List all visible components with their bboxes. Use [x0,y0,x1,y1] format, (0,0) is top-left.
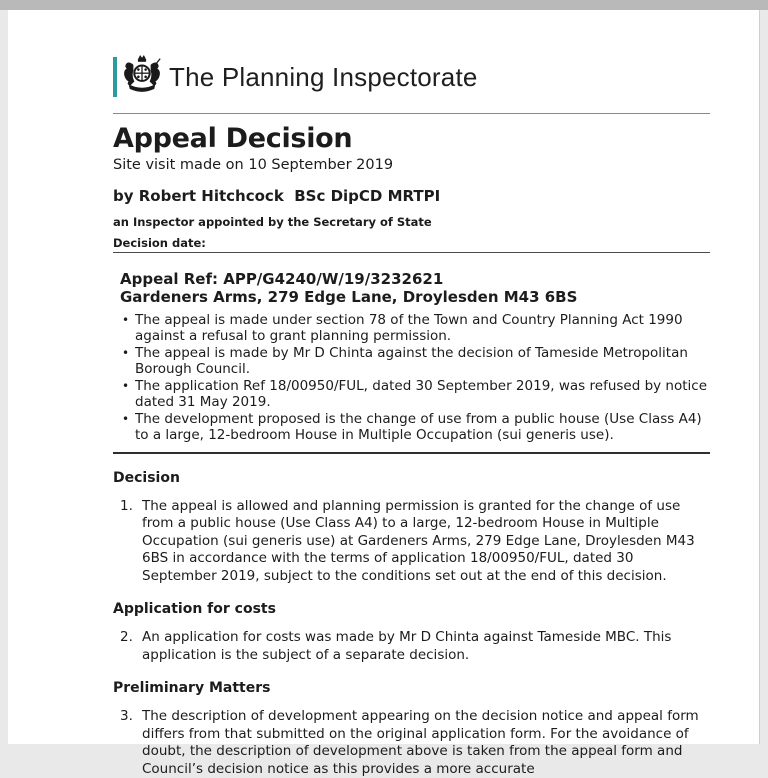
list-item [113,378,710,411]
site-address: Gardeners Arms, 279 Edge Lane, Droylesden M43 6BS [120,288,578,307]
brand-accent-bar [113,57,117,97]
site-visit-line: Site visit made on 10 September 2019 [113,157,394,173]
list-item [113,411,710,444]
bullet-icon: • [122,312,130,327]
decision-date-row [113,236,710,253]
numbered-paragraph [113,629,710,664]
document-content [113,56,710,778]
list-item [113,312,710,345]
appeal-ref: Appeal Ref: APP/G4240/W/19/3232621 [120,270,444,288]
bullet-icon: • [122,345,130,360]
section-heading-preliminary-matters: Preliminary Matters [113,680,271,697]
paragraph-text: The description of development appearing on the decision notice and appeal form differs from that submitted on the original application form. For the avoidance of doubt, the description of development above is taken from the appeal form and Council’s decision notice as this provides a more accurate [142,708,699,777]
section-heading-application-for-costs: Application for costs [113,601,276,618]
bullet-text: The appeal is made by Mr D Chinta against the decision of Tameside Metropolitan Borough Council. [135,344,688,378]
header-divider [113,113,710,114]
brand-name: The Planning Inspectorate [169,61,478,92]
bullet-text: The appeal is made under section 78 of the Town and Country Planning Act 1990 against a refusal to grant planning permission. [135,311,683,345]
paragraph-number: 3. [120,708,133,725]
royal-coat-of-arms-icon [122,54,162,100]
section-heading-decision: Decision [113,469,180,486]
brand-header [113,56,710,98]
paragraph-number: 2. [120,629,133,646]
appeal-reference-block [113,270,710,307]
bullet-text: The application Ref 18/00950/FUL, dated 30 September 2019, was refused by notice dated 31 May 2019. [135,377,708,411]
paragraph-number: 1. [120,497,133,514]
numbered-paragraph [113,498,710,586]
paragraph-text: The appeal is allowed and planning permission is granted for the change of use from a public house (Use Class A4) to a large, 12-bedroom House in Multiple Occupation (sui generis use) at Gardeners Arms, 279 Edge Lane, Droylesden M43 6BS in accordance with the terms of application 18/00950/FUL, dated 30 September 2019, subject to the conditions set out at the end of this decision. [142,497,695,584]
inspector-name-line: by Robert Hitchcock BSc DipCD MRTPI [113,187,441,205]
paragraph-text: An application for costs was made by Mr D Chinta against Tameside MBC. This application is the subject of a separate decision. [142,629,672,663]
numbered-paragraph [113,708,710,778]
inspector-role-line: an Inspector appointed by the Secretary of State [113,215,432,229]
decision-date-label: Decision date: [113,236,206,250]
page-edge-shadow [0,0,768,10]
list-item [113,345,710,378]
document-page [8,10,760,777]
bullet-icon: • [122,411,130,426]
page-title: Appeal Decision [113,123,353,154]
case-summary-list [113,312,710,444]
section-divider [113,452,710,454]
bullet-icon: • [122,378,130,393]
bullet-text: The development proposed is the change of use from a public house (Use Class A4) to a large, 12-bedroom House in Multiple Occupation (sui generis use). [135,410,702,444]
